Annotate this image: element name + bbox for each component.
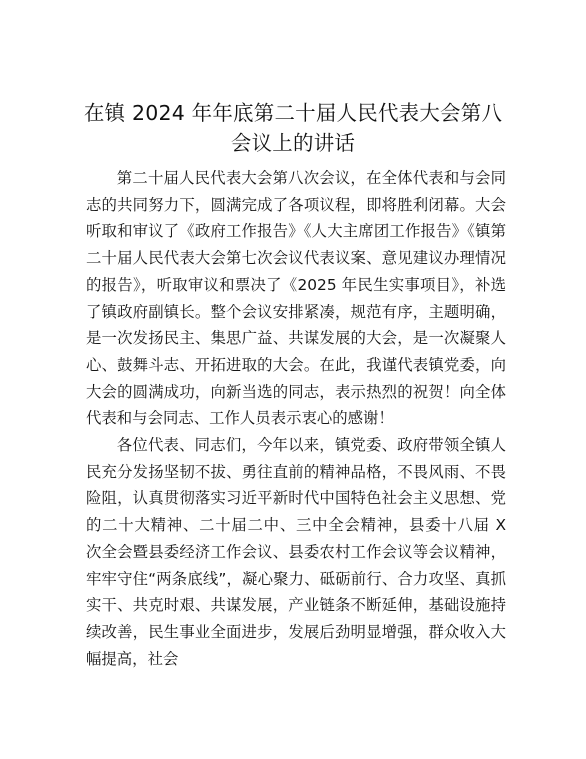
paragraph: 各位代表、同志们，今年以来，镇党委、政府带领全镇人民充分发扬坚韧不拔、勇往直前的精神品格，不畏风雨、不畏险阻，认真贯彻落实习近平新时代中国特色社会主义思想、党的二十大精神、二十届二中、三中全会精神，县委十八届 X 次全会暨县委经济工作会议、县委农村工作会议等会议精神，牢牢守住“两条底线”，凝心聚力、砥砺前行、合力攻坚、真抓实干、共克时艰、共谋发展，产业链条不断延伸，基础设施持续改善，民生事业全面进步，发展后劲明显增强，群众收入大幅提高，社会 [86, 436, 506, 668]
document-body [86, 165, 506, 672]
document-title: 在镇 2024 年年底第二十届人民代表大会第八会议上的讲话 [83, 101, 503, 155]
paragraph: 第二十届人民代表大会第八次会议，在全体代表和与会同志的共同努力下，圆满完成了各项议程，即将胜利闭幕。大会听取和审议了《政府工作报告》《人大主席团工作报告》《镇第二十届人民代表大会第七次会议代表议案、意见建议办理情况的报告》，听取审议和票决了《2025 年民生实事项目》，补选了镇政府副镇长。整个会议安排紧凑，规范有序，主题明确，是一次发扬民主、集思广益、共谋发展的大会，是一次凝聚人心、鼓舞斗志、开拓进取的大会。在此，我谨代表镇党委，向大会的圆满成功，向新当选的同志，表示热烈的祝贺！向全体代表和与会同志、工作人员表示衷心的感谢！ [86, 169, 506, 428]
